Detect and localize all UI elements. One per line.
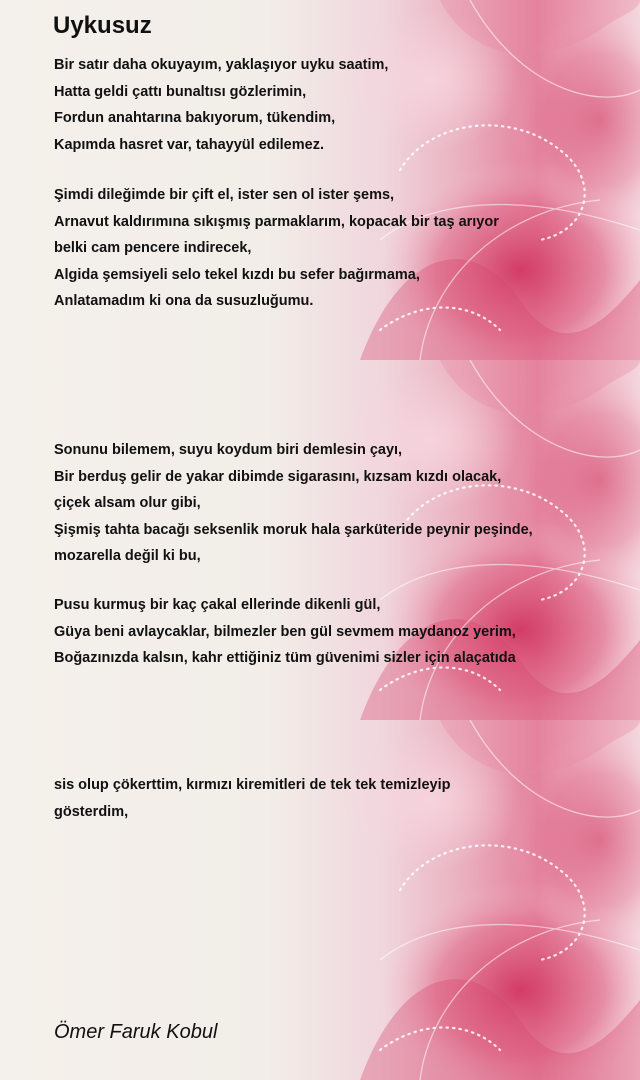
- poem-line: Pusu kurmuş bir kaç çakal ellerinde dikenli gül,: [54, 597, 381, 613]
- poem-author: Ömer Faruk Kobul: [54, 1021, 218, 1043]
- poem-line: Kapımda hasret var, tahayyül edilemez.: [54, 136, 324, 153]
- poem-title: Uykusuz: [53, 12, 152, 39]
- poem-line: Hatta geldi çattı bunaltısı gözlerimin,: [54, 83, 307, 100]
- poem-stanza-2: [54, 182, 499, 315]
- poem-stanza-5: [54, 772, 450, 825]
- poem-line: Arnavut kaldırımına sıkışmış parmaklarım, kopacak bir taş arıyor: [54, 213, 499, 230]
- poem-line: belki cam pencere indirecek,: [54, 240, 252, 256]
- poem-stanza-3: [54, 437, 533, 570]
- poem-line: Şimdi dileğimde bir çift el, ister sen ol ister şems,: [54, 187, 395, 203]
- poem-line: Algida şemsiyeli selo tekel kızdı bu sefer bağırmama,: [54, 266, 420, 283]
- poem-line: Şişmiş tahta bacağı seksenlik moruk hala şarküteride peynir peşinde,: [54, 521, 533, 538]
- poem-stanza-4: [54, 592, 516, 672]
- poem-line: Fordun anahtarına bakıyorum, tükendim,: [54, 110, 336, 126]
- poem-line: çiçek alsam olur gibi,: [54, 495, 201, 511]
- poem-stanza-1: [54, 52, 388, 158]
- poem-line: Bir berduş gelir de yakar dibimde sigarasını, kızsam kızdı olacak,: [54, 468, 502, 485]
- poem-line: Sonunu bilemem, suyu koydum biri demlesin çayı,: [54, 442, 403, 458]
- poem-line: Boğazınızda kalsın, kahr ettiğiniz tüm güvenimi sizler için alaçatıda: [54, 650, 516, 666]
- poem-line: Bir satır daha okuyayım, yaklaşıyor uyku saatim,: [54, 57, 389, 73]
- poem-line: gösterdim,: [54, 803, 129, 820]
- poem-line: Güya beni avlaycaklar, bilmezler ben gül sevmem maydanoz yerim,: [54, 623, 516, 640]
- poem-line: mozarella değil ki bu,: [54, 548, 201, 564]
- poem-line: sis olup çökerttim, kırmızı kiremitleri de tek tek temizleyip: [54, 777, 451, 793]
- poem-line: Anlatamadım ki ona da susuzluğumu.: [54, 293, 314, 309]
